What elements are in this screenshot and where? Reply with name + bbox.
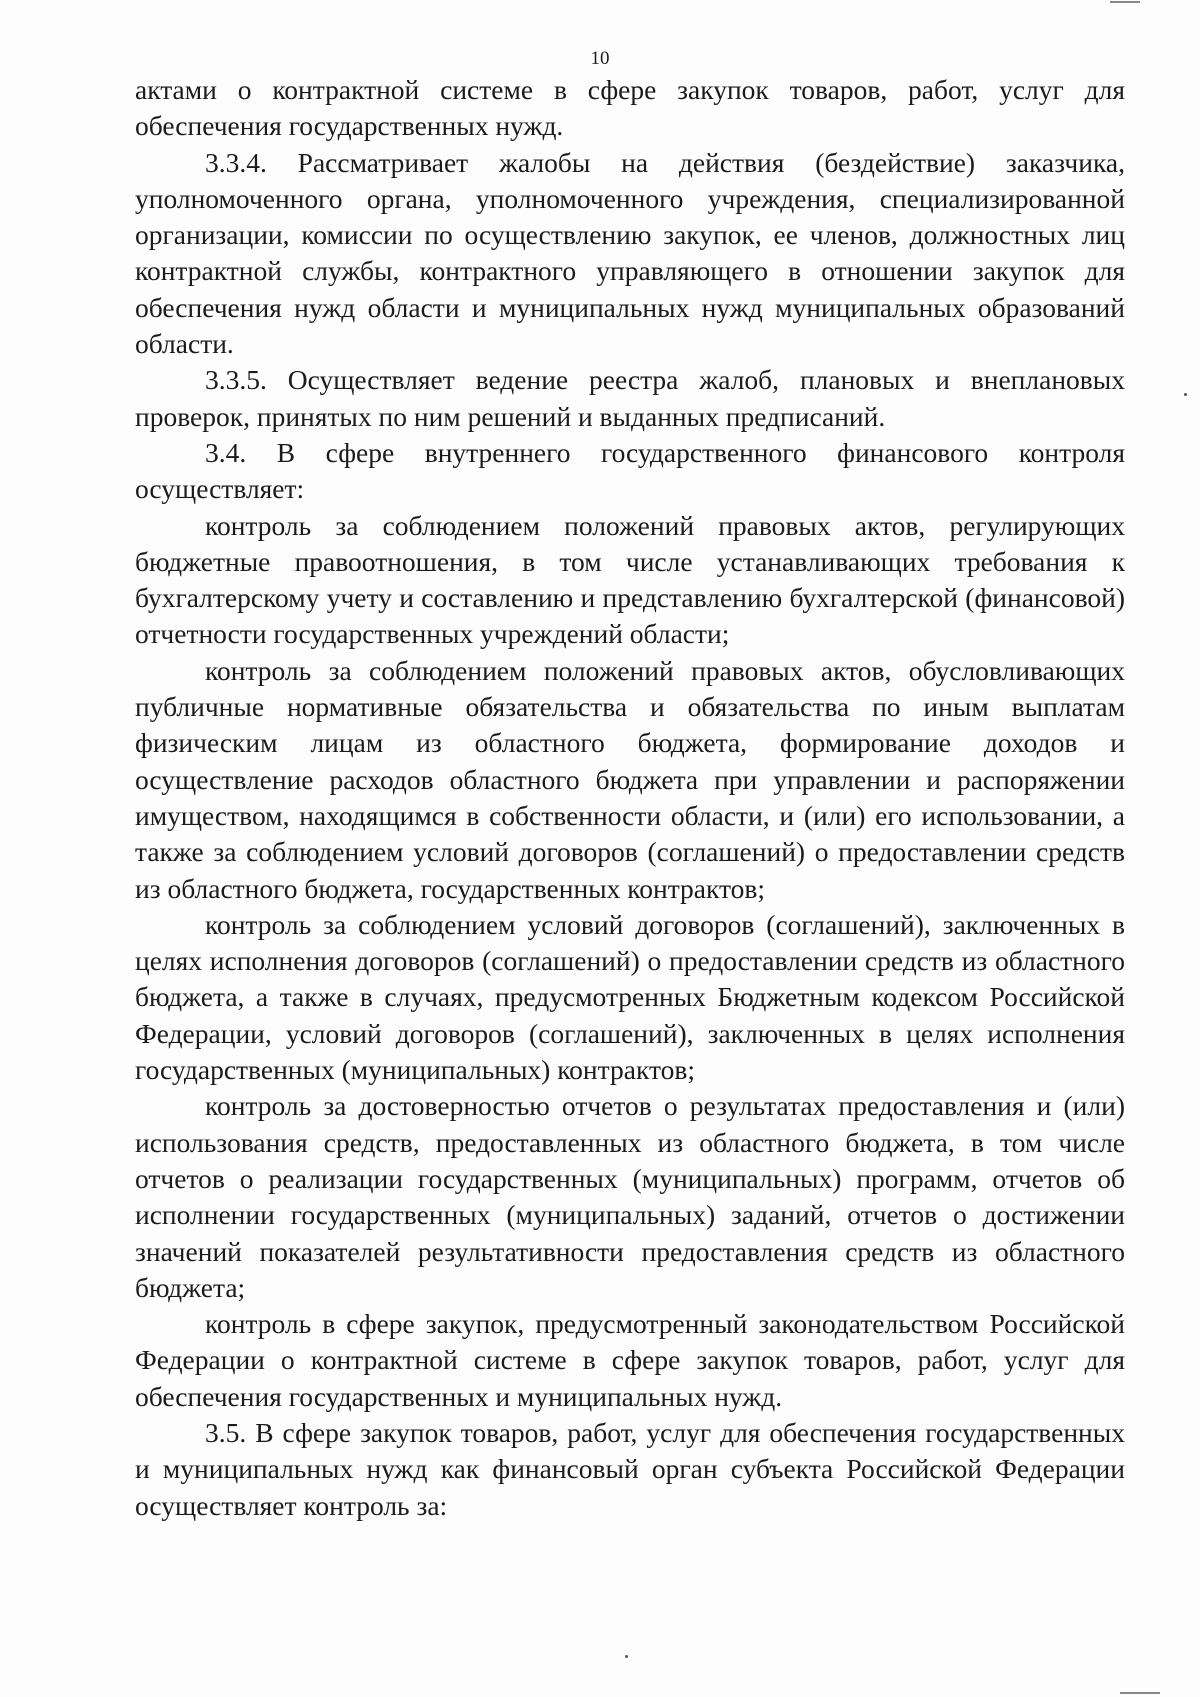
scan-edge-mark xyxy=(1120,1692,1160,1694)
scan-dot xyxy=(1184,393,1187,396)
page-number: 10 xyxy=(590,48,610,69)
paragraph-3-3-5: 3.3.5. Осуществляет ведение реестра жалоб, плановых и внеплановых проверок, принятых по ним решений и выданных предписаний. xyxy=(135,364,1125,432)
paragraph-3-3-4: 3.3.4. Рассматривает жалобы на действия (бездействие) заказчика, уполномоченного органа, уполномоченного учреждения, специализированной организации, комиссии по осуществлению закупок, ее членов, должностных лиц контрактной службы, контрактного управляющего в отношении закупок для обеспечения нужд области и муниципальных нужд муниципальных образований области. xyxy=(135,146,1125,360)
scan-edge-mark xyxy=(1110,1,1140,3)
paragraph-3-5: 3.5. В сфере закупок товаров, работ, услуг для обеспечения государственных и муниципальных нужд как финансовый орган субъекта Российской Федерации осуществляет контроль за: xyxy=(135,1416,1125,1521)
paragraph-control-procurement: контроль в сфере закупок, предусмотренный законодательством Российской Федерации о контрактной системе в сфере закупок товаров, работ, услуг для обеспечения государственных и муниципальных нужд. xyxy=(135,1308,1125,1412)
document-body xyxy=(135,72,1125,1524)
paragraph-continuation: актами о контрактной системе в сфере закупок товаров, работ, услуг для обеспечения государственных нужд. xyxy=(135,74,1125,142)
scan-dot xyxy=(625,1655,628,1658)
paragraph-control-obligations: контроль за соблюдением положений правовых актов, обусловливающих публичные нормативные обязательства и обязательства по иным выплатам физическим лицам из областного бюджета, формирование доходов и осуществление расходов областного бюджета при управлении и распоряжении имуществом, находящимся в собственности области, и (или) его использовании, а также за соблюдением условий договоров (соглашений) о предоставлении средств из областного бюджета, государственных контрактов; xyxy=(135,654,1125,904)
paragraph-control-reports: контроль за достоверностью отчетов о результатах предоставления и (или) использования средств, предоставленных из областного бюджета, в том числе отчетов о реализации государственных (муниципальных) программ, отчетов об исполнении государственных (муниципальных) заданий, отчетов о достижении значений показателей результативности предоставления средств из областного бюджета; xyxy=(135,1090,1125,1303)
paragraph-3-4: 3.4. В сфере внутреннего государственного финансового контроля осуществляет: xyxy=(135,436,1125,505)
paragraph-control-agreements: контроль за соблюдением условий договоров (соглашений), заключенных в целях исполнения договоров (соглашений) о предоставлении средств из областного бюджета, а также в случаях, предусмотренных Бюджетным кодексом Российской Федерации, условий договоров (соглашений), заключенных в целях исполнения государственных (муниципальных) контрактов; xyxy=(135,908,1125,1086)
paragraph-control-accounting: контроль за соблюдением положений правовых актов, регулирующих бюджетные правоотношения, в том числе устанавливающих требования к бухгалтерскому учету и составлению и представлению бухгалтерской (финансовой) отчетности государственных учреждений области; xyxy=(135,509,1125,650)
